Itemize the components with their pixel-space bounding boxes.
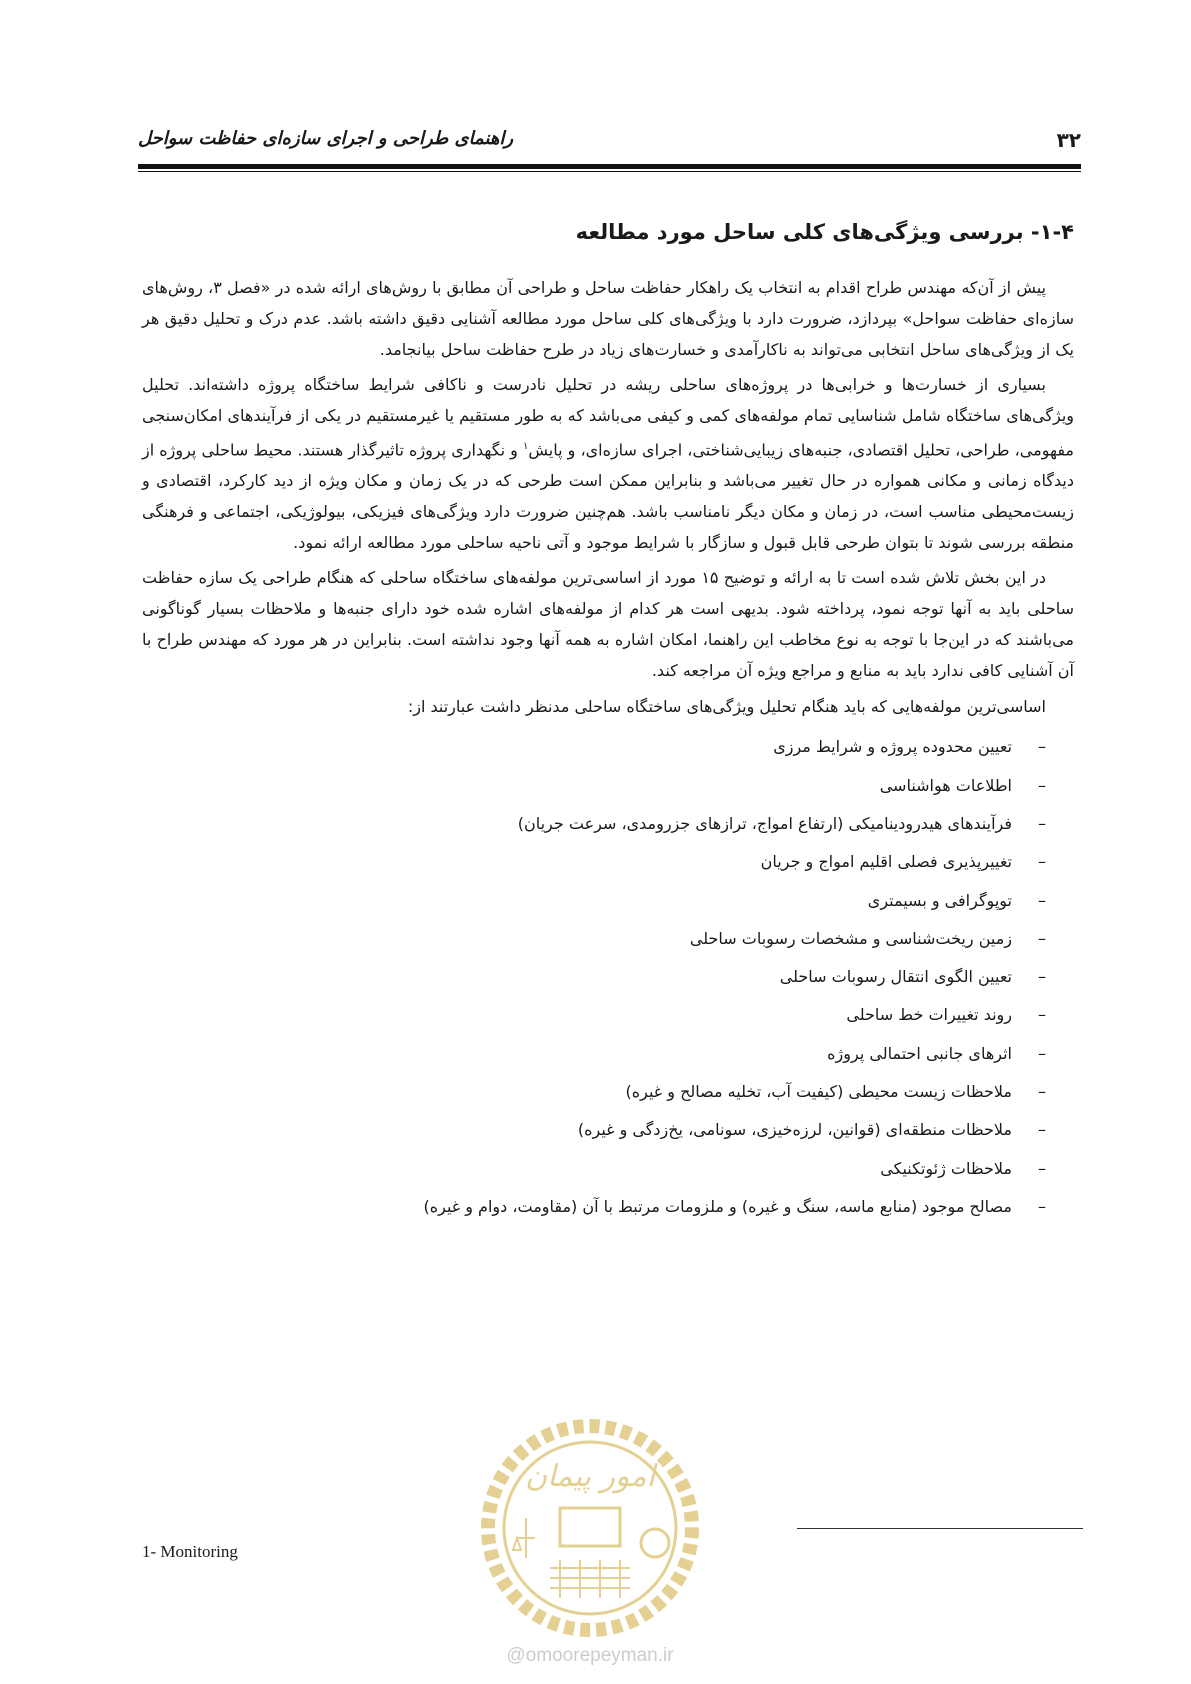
- list-item-text: تعیین محدوده پروژه و شرایط مرزی: [773, 737, 1012, 757]
- list-item: [142, 1073, 1046, 1111]
- list-item-text: توپوگرافی و بسیمتری: [867, 890, 1012, 910]
- list-item-text: اطلاعات هواشناسی: [879, 775, 1012, 795]
- list-item: [142, 805, 1046, 843]
- section-title: ۱-۴- بررسی ویژگی‌های کلی ساحل مورد مطالعه: [575, 220, 1074, 244]
- list-item: [142, 1150, 1046, 1188]
- dash-icon: –: [1038, 775, 1046, 795]
- watermark-logo-text: امور پیمان: [525, 1459, 655, 1494]
- list-item: [142, 1188, 1046, 1226]
- page-header: [138, 128, 1081, 168]
- watermark: [455, 1418, 725, 1668]
- paragraph-site-analysis-part-1: بسیاری از خسارت‌ها و خرابی‌ها در پروژه‌های ساحلی ریشه در تحلیل نادرست و ناکافی شرایط ساختگاه پروژه داشته‌اند. تحلیل ویژگی‌های ساختگاه شامل شناسایی تمام مولفه‌های کمی و کیفی می‌باشد که به طور مستقیم یا غیرمستقیم در یکی از فرآیندهای امکان‌سنجی مفهومی، طراحی، تحلیل اقتصادی، جنبه‌های زیبایی‌شناختی، اجرای سازه‌ای، و پایش: [142, 375, 1075, 460]
- list-item: [142, 843, 1046, 881]
- list-item-text: فرآیندهای هیدرودینامیکی (ارتفاع امواج، ترازهای جزرومدی، سرعت جریان): [517, 813, 1012, 833]
- dash-icon: –: [1038, 852, 1046, 872]
- footnote-marker: ۱: [522, 441, 529, 452]
- list-item-text: ملاحظات زیست محیطی (کیفیت آب، تخلیه مصالح و غیره): [625, 1082, 1012, 1101]
- dash-icon: –: [1038, 1043, 1046, 1063]
- paragraph-site-analysis: [142, 369, 1074, 558]
- dash-icon: –: [1038, 1120, 1046, 1140]
- list-item: [142, 996, 1046, 1034]
- list-item: [142, 882, 1046, 920]
- dash-icon: –: [1038, 928, 1046, 948]
- paragraph-section-scope: در این بخش تلاش شده است تا به ارائه و توضیح ۱۵ مورد از اساسی‌ترین مولفه‌های ساختگاه ساحلی که هنگام طراحی یک سازه حفاظت ساحلی باید به آنها توجه نمود، پرداخته شود. بدیهی است هر کدام از مولفه‌های اشاره شده خود دارای جنبه‌ها و ملاحظات بسیار گوناگونی می‌باشند که در این‌جا با توجه به نوع مخاطب این راهنما، امکان اشاره به همه آنها وجود نداشته است. بنابراین در هر مورد که مهندس طراح با آن آشنایی کافی ندارد باید به منابع و مراجع ویژه آن مراجعه کند.: [142, 568, 1074, 681]
- dash-icon: –: [1038, 967, 1046, 987]
- dash-icon: –: [1038, 737, 1046, 757]
- header-rule-thin: [138, 171, 1081, 172]
- dash-icon: –: [1038, 1005, 1046, 1025]
- watermark-logo-icon: [455, 1418, 725, 1643]
- list-intro: اساسی‌ترین مولفه‌هایی که باید هنگام تحلیل ویژگی‌های ساختگاه ساحلی مدنظر داشت عبارتند از:: [407, 697, 1046, 717]
- paragraph-site-analysis-part-2: و نگهداری پروژه تاثیرگذار هستند. محیط ساحلی پروژه از دیدگاه زمانی و مکانی همواره در حال تغییر می‌باشد و بنابراین ممکن است طرحی که در یک زمان و مکان ویژه از دید کارکرد، اقتصادی و زیست‌محیطی مناسب است، در زمان و مکان دیگر نامناسب باشد. هم‌چنین ضرورت دارد ویژگی‌های فیزیکی، بیولوژیکی، اجتماعی و فرهنگی منطقه بررسی شوند تا بتوان طرحی قابل قبول و سازگار با شرایط موجود و آتی ناحیه ساحلی مورد مطالعه ارائه نمود.: [142, 440, 1074, 553]
- list-item-text: زمین ریخت‌شناسی و مشخصات رسوبات ساحلی: [689, 928, 1012, 948]
- list-item: [142, 958, 1046, 996]
- list-item: [142, 1111, 1046, 1149]
- paragraph-intro: پیش از آن‌که مهندس طراح اقدام به انتخاب یک راهکار حفاظت ساحل و طراحی آن مطابق با روش‌های ارائه شده در «فصل ۳، روش‌های سازه‌ای حفاظت سواحل» بپردازد، ضرورت دارد با ویژگی‌های کلی ساحل مورد مطالعه آشنایی دقیق داشته باشد. عدم درک و تحلیل دقیق هر یک از ویژگی‌های ساحل انتخابی می‌تواند به ناکارآمدی و خسارت‌های زیاد در طرح حفاظت ساحل بیانجامد.: [142, 278, 1074, 359]
- header-rule-thick: [138, 164, 1081, 169]
- dash-icon: –: [1038, 1158, 1046, 1178]
- list-item-text: ملاحظات ژئوتکنیکی: [880, 1158, 1012, 1178]
- list-item-text: اثرهای جانبی احتمالی پروژه: [827, 1043, 1012, 1063]
- list-item: [142, 728, 1046, 766]
- list-item-text: ملاحظات منطقه‌ای (قوانین، لرزه‌خیزی، سونامی، یخ‌زدگی و غیره): [577, 1120, 1012, 1140]
- list-item: [142, 1035, 1046, 1073]
- list-item-text: تغییرپذیری فصلی اقلیم امواج و جریان: [760, 852, 1012, 872]
- list-item: [142, 920, 1046, 958]
- footnote-rule: [797, 1528, 1083, 1529]
- list-item-text: مصالح موجود (منابع ماسه، سنگ و غیره) و ملزومات مرتبط با آن (مقاومت، دوام و غیره): [423, 1196, 1012, 1216]
- page-number: ۳۲: [1056, 128, 1081, 152]
- footnote: 1- Monitoring: [142, 1542, 238, 1561]
- list-item: [142, 767, 1046, 805]
- dash-icon: –: [1038, 1196, 1046, 1216]
- component-list: [142, 728, 1074, 1226]
- running-title: راهنمای طراحی و اجرای سازه‌ای حفاظت سواحل: [138, 128, 514, 149]
- dash-icon: –: [1038, 1082, 1046, 1101]
- watermark-site: @omoorepeyman.ir: [506, 1645, 674, 1666]
- dash-icon: –: [1038, 890, 1046, 910]
- list-item-text: تعیین الگوی انتقال رسوبات ساحلی: [779, 967, 1012, 987]
- page-content: [142, 212, 1074, 1226]
- list-item-text: روند تغییرات خط ساحلی: [846, 1005, 1012, 1025]
- dash-icon: –: [1038, 813, 1046, 833]
